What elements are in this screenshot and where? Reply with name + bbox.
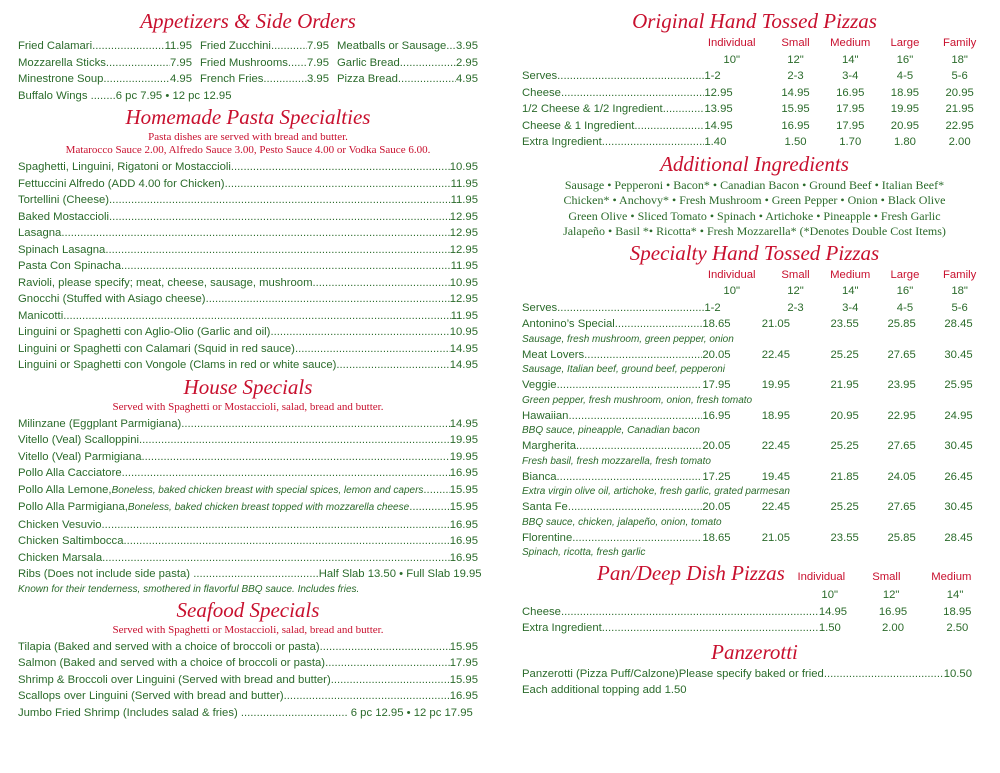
menu-item: Vitello (Veal) Parmigiana ..... 19.95 [18, 449, 478, 466]
pizza-row: 1/2 Cheese & 1/2 Ingredient ..... 13.95 15.95 17.95 19.95 21.95 [522, 101, 987, 118]
ribs-item: Ribs (Does not include side pasta) ........................................Half Slab 13.50 • Full Slab 19.95 [18, 568, 482, 580]
original-pizza-table [522, 35, 987, 151]
menu-item: Chicken Marsala ..... 16.95 [18, 550, 478, 567]
pizza-row: Margherita ..... 20.05 22.45 25.25 27.65 30.45 [522, 438, 987, 455]
menu-item: Pollo Alla Lemone, Boneless, baked chicken breast with special spices, lemon and capers ..... 15.95 [18, 482, 478, 500]
menu-item: Minestrone Soup ..... 4.95 [18, 71, 200, 88]
pizza-row: Serves ..... 1-2 2-3 3-4 4-5 5-6 [522, 68, 987, 85]
panzerotti-item: Panzerotti (Pizza Puff/Calzone)Please specify baked or fried ..... 10.50 [522, 666, 972, 683]
pasta-title: Homemade Pasta Specialties [125, 105, 371, 129]
menu-item: Chicken Saltimbocca ..... 16.95 [18, 533, 478, 550]
pizza-row: Antonino’s Special ..... 18.65 21.05 23.55 25.85 28.45 [522, 316, 987, 333]
pasta-sauce-note: Matarocco Sauce 2.00, Alfredo Sauce 3.00, Pesto Sauce 4.00 or Vodka Sauce 6.00. [65, 144, 431, 156]
menu-item: Baked Mostaccioli ..... 12.95 [18, 209, 478, 226]
pizza-row: Cheese & 1 Ingredient ..... 14.95 16.95 17.95 20.95 22.95 [522, 118, 987, 135]
inches-row: 10" 12" 14" [821, 589, 964, 601]
pizza-description: BBQ sauce, pineapple, Canadian bacon [522, 425, 700, 436]
pizza-row: Bianca ..... 17.25 19.45 21.85 24.05 26.45 [522, 469, 987, 486]
menu-item: Fettuccini Alfredo (ADD 4.00 for Chicken) ..... 11.95 [18, 176, 478, 193]
menu-item: Pollo Alla Parmigiana, Boneless, baked chicken breast topped with mozzarella cheese ..... 15.95 [18, 499, 478, 517]
menu-item: French Fries ..... 3.95 [200, 71, 337, 88]
inches-row: 10" 12" 14" 16" 18" [723, 285, 968, 297]
seafood-note: Served with Spaghetti or Mostaccioli, salad, bread and butter. [112, 623, 384, 636]
pizza-description: Extra virgin olive oil, artichoke, fresh garlic, grated parmesan [522, 486, 790, 497]
menu-item: Pasta Con Spinacha ..... 11.95 [18, 258, 478, 275]
menu-item: Fried Mushrooms ..... 7.95 [200, 55, 337, 72]
inches-row: 10" 12" 14" 16" 18" [723, 53, 968, 66]
menu-item: Meatballs or Sausage ..... 3.95 [337, 38, 478, 55]
menu-item: Pollo Alla Cacciatore ..... 16.95 [18, 465, 478, 482]
appetizers-title: Appetizers & Side Orders [140, 9, 356, 33]
buffalo-wings: Buffalo Wings ........6 pc 7.95 • 12 pc 12.95 [18, 89, 232, 102]
menu-item: Tilapia (Baked and served with a choice of broccoli or pasta) ..... 15.95 [18, 639, 478, 656]
pizza-row: Florentine ..... 18.65 21.05 23.55 25.85 28.45 [522, 530, 987, 547]
pizza-row: Extra Ingredient ..... 1.40 1.50 1.70 1.80 2.00 [522, 134, 987, 151]
seafood-title: Seafood Specials [176, 597, 320, 622]
left-column [18, 8, 482, 721]
ribs-note: Known for their tenderness, smothered in flavorful BBQ sauce. Includes fries. [18, 583, 360, 595]
menu-item: Shrimp & Broccoli over Linguini (Served with bread and butter) ..... 15.95 [18, 672, 478, 689]
pizza-description: Sausage, fresh mushroom, green pepper, onion [522, 333, 734, 345]
menu-item: Pizza Bread ..... 4.95 [337, 71, 478, 88]
size-header-row: Individual Small Medium Large Family [707, 268, 977, 281]
panzerotti-topping: Each additional topping add 1.50 [522, 684, 687, 696]
seafood-list [18, 639, 478, 722]
pasta-list [18, 159, 478, 374]
specialty-pizza-table [522, 267, 987, 561]
menu-item: Ravioli, please specify; meat, cheese, sausage, mushroom ..... 10.95 [18, 275, 478, 292]
house-title: House Specials [183, 374, 313, 399]
menu-item: Vitello (Veal) Scalloppini ..... 19.95 [18, 432, 478, 449]
appetizers-grid [18, 38, 478, 88]
jumbo-shrimp-item: Jumbo Fried Shrimp (Includes salad & fries) .................................. 6 pc 12.95 • 12 pc 17.95 [18, 706, 473, 719]
menu-item: Lasagna ..... 12.95 [18, 225, 478, 242]
menu-item: Fried Calamari ..... 11.95 [18, 38, 200, 55]
pizza-row: Cheese ..... 12.95 14.95 16.95 18.95 20.95 [522, 85, 987, 102]
panzerotti-title: Panzerotti [711, 639, 798, 664]
pizza-description: Fresh basil, fresh mozzarella, fresh tomato [522, 455, 711, 467]
menu-item: Linguini or Spaghetti con Vongole (Clams in red or white sauce) ..... 14.95 [18, 357, 478, 374]
pizza-row: Veggie ..... 17.95 19.95 21.95 23.95 25.95 [522, 377, 987, 394]
house-note: Served with Spaghetti or Mostaccioli, salad, bread and butter. [112, 400, 384, 413]
size-header-row: Individual Small Medium Large Family [707, 37, 977, 49]
serves-row: Serves ..... 1-2 2-3 3-4 4-5 5-6 [522, 300, 987, 317]
pizza-description: BBQ sauce, chicken, jalapeño, onion, tomato [522, 516, 722, 528]
menu-item: Manicotti ..... 11.95 [18, 308, 478, 325]
pizza-description: Sausage, Italian beef, ground beef, pepperoni [522, 364, 725, 375]
menu-item: Linguini or Spaghetti con Calamari (Squid in red sauce) ..... 14.95 [18, 341, 478, 358]
menu-item: Gnocchi (Stuffed with Asiago cheese) ..... 12.95 [18, 291, 478, 308]
original-pizza-title: Original Hand Tossed Pizzas [632, 9, 877, 33]
menu-item: Linguini or Spaghetti con Aglio-Olio (Garlic and oil) ..... 10.95 [18, 324, 478, 341]
house-list [18, 416, 482, 597]
menu-item: Mozzarella Sticks ..... 7.95 [18, 55, 200, 72]
menu-item: Spinach Lasagna ..... 12.95 [18, 242, 478, 259]
pizza-description: Spinach, ricotta, fresh garlic [522, 547, 646, 558]
menu-item: Fried Zucchini ..... 7.95 [200, 38, 337, 55]
pan-pizza-header: Pan/Deep Dish Pizzas Individual Small Medium [597, 561, 972, 585]
menu-item: Garlic Bread ..... 2.95 [337, 55, 478, 72]
pan-pizza-title: Pan/Deep Dish Pizzas [597, 561, 785, 585]
menu-item: Chicken Vesuvio ..... 16.95 [18, 517, 478, 534]
menu-item: Scallops over Linguini (Served with bread and butter) ..... 16.95 [18, 688, 478, 705]
menu-item: Milinzane (Eggplant Parmigiana) ..... 14.95 [18, 416, 478, 433]
pizza-row: Hawaiian ..... 16.95 18.95 20.95 22.95 24.95 [522, 408, 987, 425]
right-column [522, 8, 987, 699]
pizza-description: Green pepper, fresh mushroom, onion, fresh tomato [522, 394, 753, 406]
pizza-row: Extra Ingredient ..... 1.50 2.00 2.50 [522, 620, 987, 637]
pizza-row: Cheese ..... 14.95 16.95 18.95 [522, 604, 987, 621]
ingredients-list: Sausage • Pepperoni • Bacon* • Canadian Bacon • Ground Beef • Italian Beef* Chicken* • Anchovy* • Fresh Mushroom • Green Pepper • Onion • Black Olive Green Olive • Sliced Tomato • Spinach • Artichoke • Pineapple • Fresh Garlic Jalapeño • Basil *• Ricotta* • Fresh Mozzarella* (*Denotes Double Cost Items) [563, 177, 946, 238]
pizza-row: Santa Fe ..... 20.05 22.45 25.25 27.65 30.45 [522, 499, 987, 516]
additional-ingredients-title: Additional Ingredients [660, 151, 849, 176]
menu-item: Spaghetti, Linguini, Rigatoni or Mostaccioli ..... 10.95 [18, 159, 478, 176]
pasta-note: Pasta dishes are served with bread and butter. [148, 131, 348, 143]
pan-pizza-table [522, 587, 987, 637]
menu-item: Tortellini (Cheese) ..... 11.95 [18, 192, 478, 209]
pizza-row: Meat Lovers ..... 20.05 22.45 25.25 27.65 30.45 [522, 347, 987, 364]
specialty-pizza-title: Specialty Hand Tossed Pizzas [629, 240, 880, 265]
menu-item: Salmon (Baked and served with a choice of broccoli or pasta) ..... 17.95 [18, 655, 478, 672]
